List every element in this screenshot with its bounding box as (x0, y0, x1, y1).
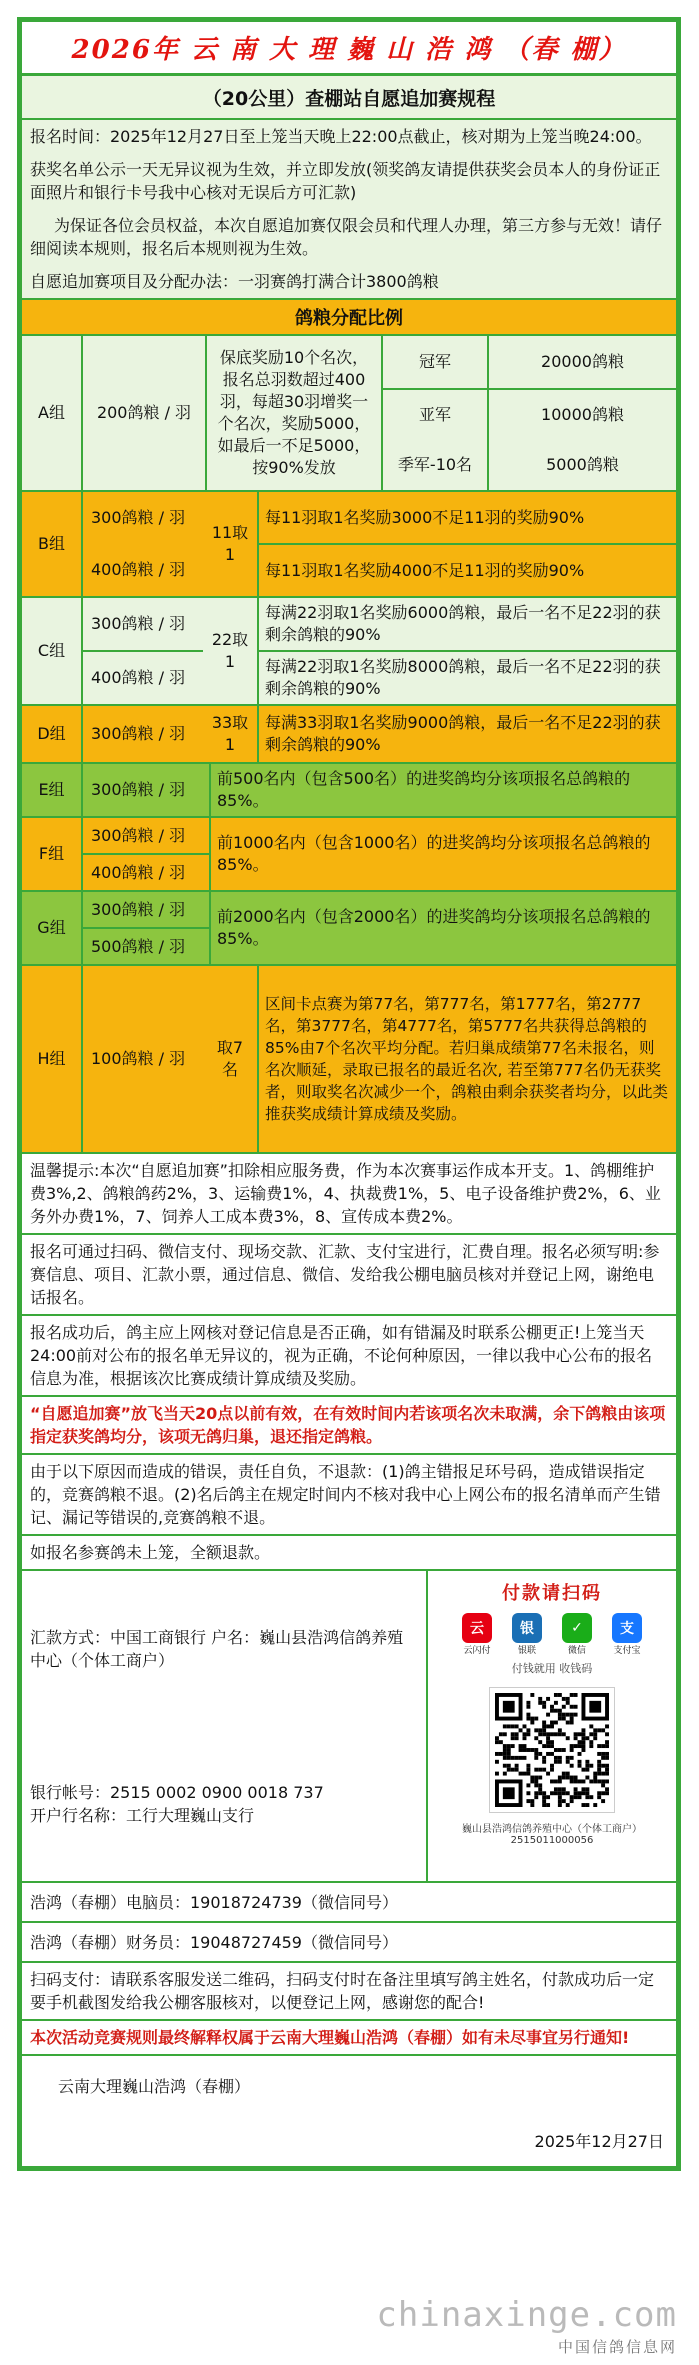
group-c-rule2: 每满22羽取1名奖励8000鸽粮，最后一名不足22羽的获剩余鸽粮的90% (259, 650, 676, 704)
group-d-label: D组 (22, 706, 83, 762)
signature-block (22, 2054, 676, 2166)
group-d-ratio: 33取1 (203, 706, 259, 762)
watermark: chinaxinge.com (376, 2295, 677, 2335)
group-b-row (22, 490, 676, 596)
group-g-price2: 500鸽粮 / 羽 (83, 927, 209, 964)
contact-computer-staff: 浩鸿（春棚）电脑员：19018724739（微信同号） (22, 1881, 676, 1921)
no-cage-notice: 如报名参赛鸽未上笼，全额退款。 (22, 1534, 676, 1569)
bank-branch: 开户行名称：工行大理巍山支行 (30, 1805, 255, 1825)
pay-header: 付款请扫码 (502, 1583, 602, 1604)
group-c-rule1: 每满22羽取1名奖励6000鸽粮，最后一名不足22羽的获剩余鸽粮的90% (265, 603, 661, 644)
fly-notice: “自愿追加赛”放飞当天20点以前有效，在有效时间内若该项名次未取满，余下鸽粮由该项指定获奖鸽均分，该项无鸽归巢，退还指定鸽粮。 (22, 1395, 676, 1453)
group-b-rule1: 每11羽取1名奖励3000不足11羽的奖励90% (265, 507, 585, 527)
document (17, 17, 681, 2171)
group-a-prize2: 10000鸽粮 (541, 405, 624, 424)
group-d-rule: 每满33羽取1名奖励9000鸽粮，最后一名不足22羽的获剩余鸽粮的90% (265, 713, 661, 754)
contact-finance-staff: 浩鸿（春棚）财务员：19048727459（微信同号） (22, 1921, 676, 1961)
pay-tagline: 付钱就用 收钱码 (511, 1662, 593, 1675)
group-b-label: B组 (22, 492, 83, 596)
scan-pay-notice: 扫码支付：请联系客服发送二维码，扫码支付时在备注里填写鸽主姓名，付款成功后一定要手机截图发给我公棚客服核对，以便登记上网，感谢您的配合! (22, 1961, 676, 2019)
pay-qr-panel (426, 1571, 676, 1881)
group-g-label: G组 (22, 892, 83, 964)
group-d-price: 300鸽粮 / 羽 (91, 724, 186, 743)
group-h-label: H组 (22, 966, 83, 1152)
signup-methods: 报名可通过扫码、微信支付、现场交款、汇款、支付宝进行，汇费自理。报名必须写明:参赛信息、项目、汇款小票，通过信息、微信、发给我公棚电脑员核对并登记上网，谢绝电话报名。 (22, 1233, 676, 1314)
group-g-price1: 300鸽粮 / 羽 (91, 899, 186, 919)
group-c-label: C组 (22, 598, 83, 704)
group-a-place3: 季军-10名 (397, 455, 473, 474)
check-notice: 报名成功后，鸽主应上网核对登记信息是否正确，如有错漏及时联系公棚更正!上笼当天24:00前对公布的报名单无异议的，视为正确，不论何种原因，一律以我中心公布的报名信息为准，根据该次比赛成绩计算成绩及奖励。 (22, 1314, 676, 1395)
group-a-prize3: 5000鸽粮 (546, 455, 619, 474)
group-h-rule: 区间卡点赛为第77名，第777名，第1777名，第2777名，第3777名，第4777名，第5777名共获得总鸽粮的85%由7个名次平均分配。若归巢成绩第77名未报名，则名次顺延，录取已报名的最近名次, 若至第777名仍无获奖者，则取奖名次减少一个，鸽粮由剩余获奖者均分，以此类推获奖成绩计算成绩及奖励。 (265, 995, 669, 1123)
payment-qr-code[interactable] (490, 1688, 614, 1812)
refund-notice (22, 1453, 676, 1534)
group-g-row (22, 890, 676, 964)
group-h-ratio: 取7名 (203, 966, 259, 1152)
alipay-icon: 支 支付宝 (610, 1613, 644, 1656)
group-a-label: A组 (22, 336, 83, 490)
watermark-subtitle: 中国信鸽信息网 (557, 2338, 677, 2356)
group-b-rule2: 每11羽取1名奖励4000不足11羽的奖励90% (259, 543, 676, 596)
group-d-row (22, 704, 676, 762)
group-c-row (22, 596, 676, 704)
group-b-ratio: 11取1 (203, 492, 259, 596)
group-a-place2: 亚军 (418, 405, 451, 424)
prize-notice: 获奖名单公示一天无异议视为生效，并立即发放(领奖鸽友请提供获奖会员本人的身份证正面照片和银行卡号我中心核对无误后方可汇款) (22, 153, 676, 209)
rules-subtitle: （20公里）查棚站自愿追加赛规程 (22, 76, 676, 120)
group-e-rule: 前500名内（包含500名）的进奖鸽均分该项报名总鸽粮的85%。 (217, 769, 631, 810)
group-e-row (22, 762, 676, 816)
page-title: 2026年 云 南 大 理 巍 山 浩 鸿 （春 棚） (22, 22, 676, 76)
unionpay-icon: 银 银联 (510, 1613, 544, 1656)
group-f-rule: 前1000名内（包含1000名）的进奖鸽均分该项报名总鸽粮的85%。 (217, 833, 651, 874)
group-a-row (22, 334, 676, 490)
bank-number: 银行帐号：2515 0002 0900 0018 737 (30, 1782, 324, 1802)
group-e-label: E组 (22, 764, 83, 816)
pay-code: 2515011000056 (510, 1835, 594, 1846)
unionpay-quickpass-icon: 云 云闪付 (460, 1613, 494, 1656)
bank-details (22, 1726, 426, 1881)
group-g-rule: 前2000名内（包含2000名）的进奖鸽均分该项报名总鸽粮的85%。 (217, 907, 651, 948)
final-interpretation: 本次活动竞赛规则最终解释权属于云南大理巍山浩鸿（春棚）如有未尽事宜另行通知! (22, 2019, 676, 2054)
pay-caption: 巍山县浩鸿信鸽养殖中心（个体工商户） (462, 1824, 642, 1835)
group-a-place1: 冠军 (383, 336, 489, 388)
signup-time: 报名时间：2025年12月27日至上笼当天晚上22:00点截止，核对期为上笼当晚24:00。 (22, 120, 676, 153)
wechat-pay-icon: ✓ 微信 (560, 1613, 594, 1656)
group-b-price1: 300鸽粮 / 羽 (91, 508, 186, 527)
group-a-desc: 保底奖励10个名次，报名总羽数超过400羽，每超30羽增奖一个名次，奖励5000，如最后一不足5000，按90%发放 (207, 336, 383, 490)
group-f-price2: 400鸽粮 / 羽 (83, 853, 209, 890)
group-f-row (22, 816, 676, 890)
group-a-prize1: 20000鸽粮 (541, 352, 624, 371)
bank-account-info: 汇款方式：中国工商银行 户名：巍山县浩鸿信鸽养殖中心（个体工商户） (30, 1627, 404, 1670)
pay-icons (460, 1613, 644, 1656)
group-c-price2: 400鸽粮 / 羽 (83, 650, 203, 704)
group-h-row (22, 964, 676, 1152)
refund-notice-text: 由于以下原因而造成的错误，责任自负，不退款：(1)鸽主错报足环号码，造成错误指定的，竞赛鸽粮不退。(2)名后鸽主在规定时间内不核对我中心上网公布的报名清单而产生错记、漏记等错误的,竞赛鸽粮不退。 (30, 1462, 661, 1527)
group-b-price2: 400鸽粮 / 羽 (91, 560, 186, 579)
items-line: 自愿追加赛项目及分配办法：一羽赛鸽打满合计3800鸽粮 (22, 265, 676, 298)
sign-date: 2025年12月27日 (534, 2132, 664, 2151)
group-a-price: 200鸽粮 / 羽 (83, 336, 207, 490)
group-c-price1: 300鸽粮 / 羽 (91, 614, 186, 633)
warm-tip: 温馨提示:本次“自愿追加赛”扣除相应服务费，作为本次赛事运作成本开支。1、鸽棚维护费3%,2、鸽粮鸽药2%，3、运输费1%，4、执裁费1%，5、电子设备维护费2%，6、业务外办费1%，7、饲养人工成本费3%，8、宣传成本费2%。 (22, 1152, 676, 1233)
signature: 云南大理巍山浩鸿（春棚） (58, 2077, 251, 2096)
payment-section (22, 1569, 676, 1881)
group-f-label: F组 (22, 818, 83, 890)
group-e-price: 300鸽粮 / 羽 (83, 764, 211, 816)
group-f-price1: 300鸽粮 / 羽 (91, 825, 186, 845)
group-h-price: 100鸽粮 / 羽 (91, 1049, 186, 1068)
group-c-ratio: 22取1 (203, 598, 259, 704)
distribution-header: 鸽粮分配比例 (22, 298, 676, 334)
rights-notice: 为保证各位会员权益，本次自愿追加赛仅限会员和代理人办理，第三方参与无效！请仔细阅读本规则，报名后本规则视为生效。 (22, 209, 676, 265)
